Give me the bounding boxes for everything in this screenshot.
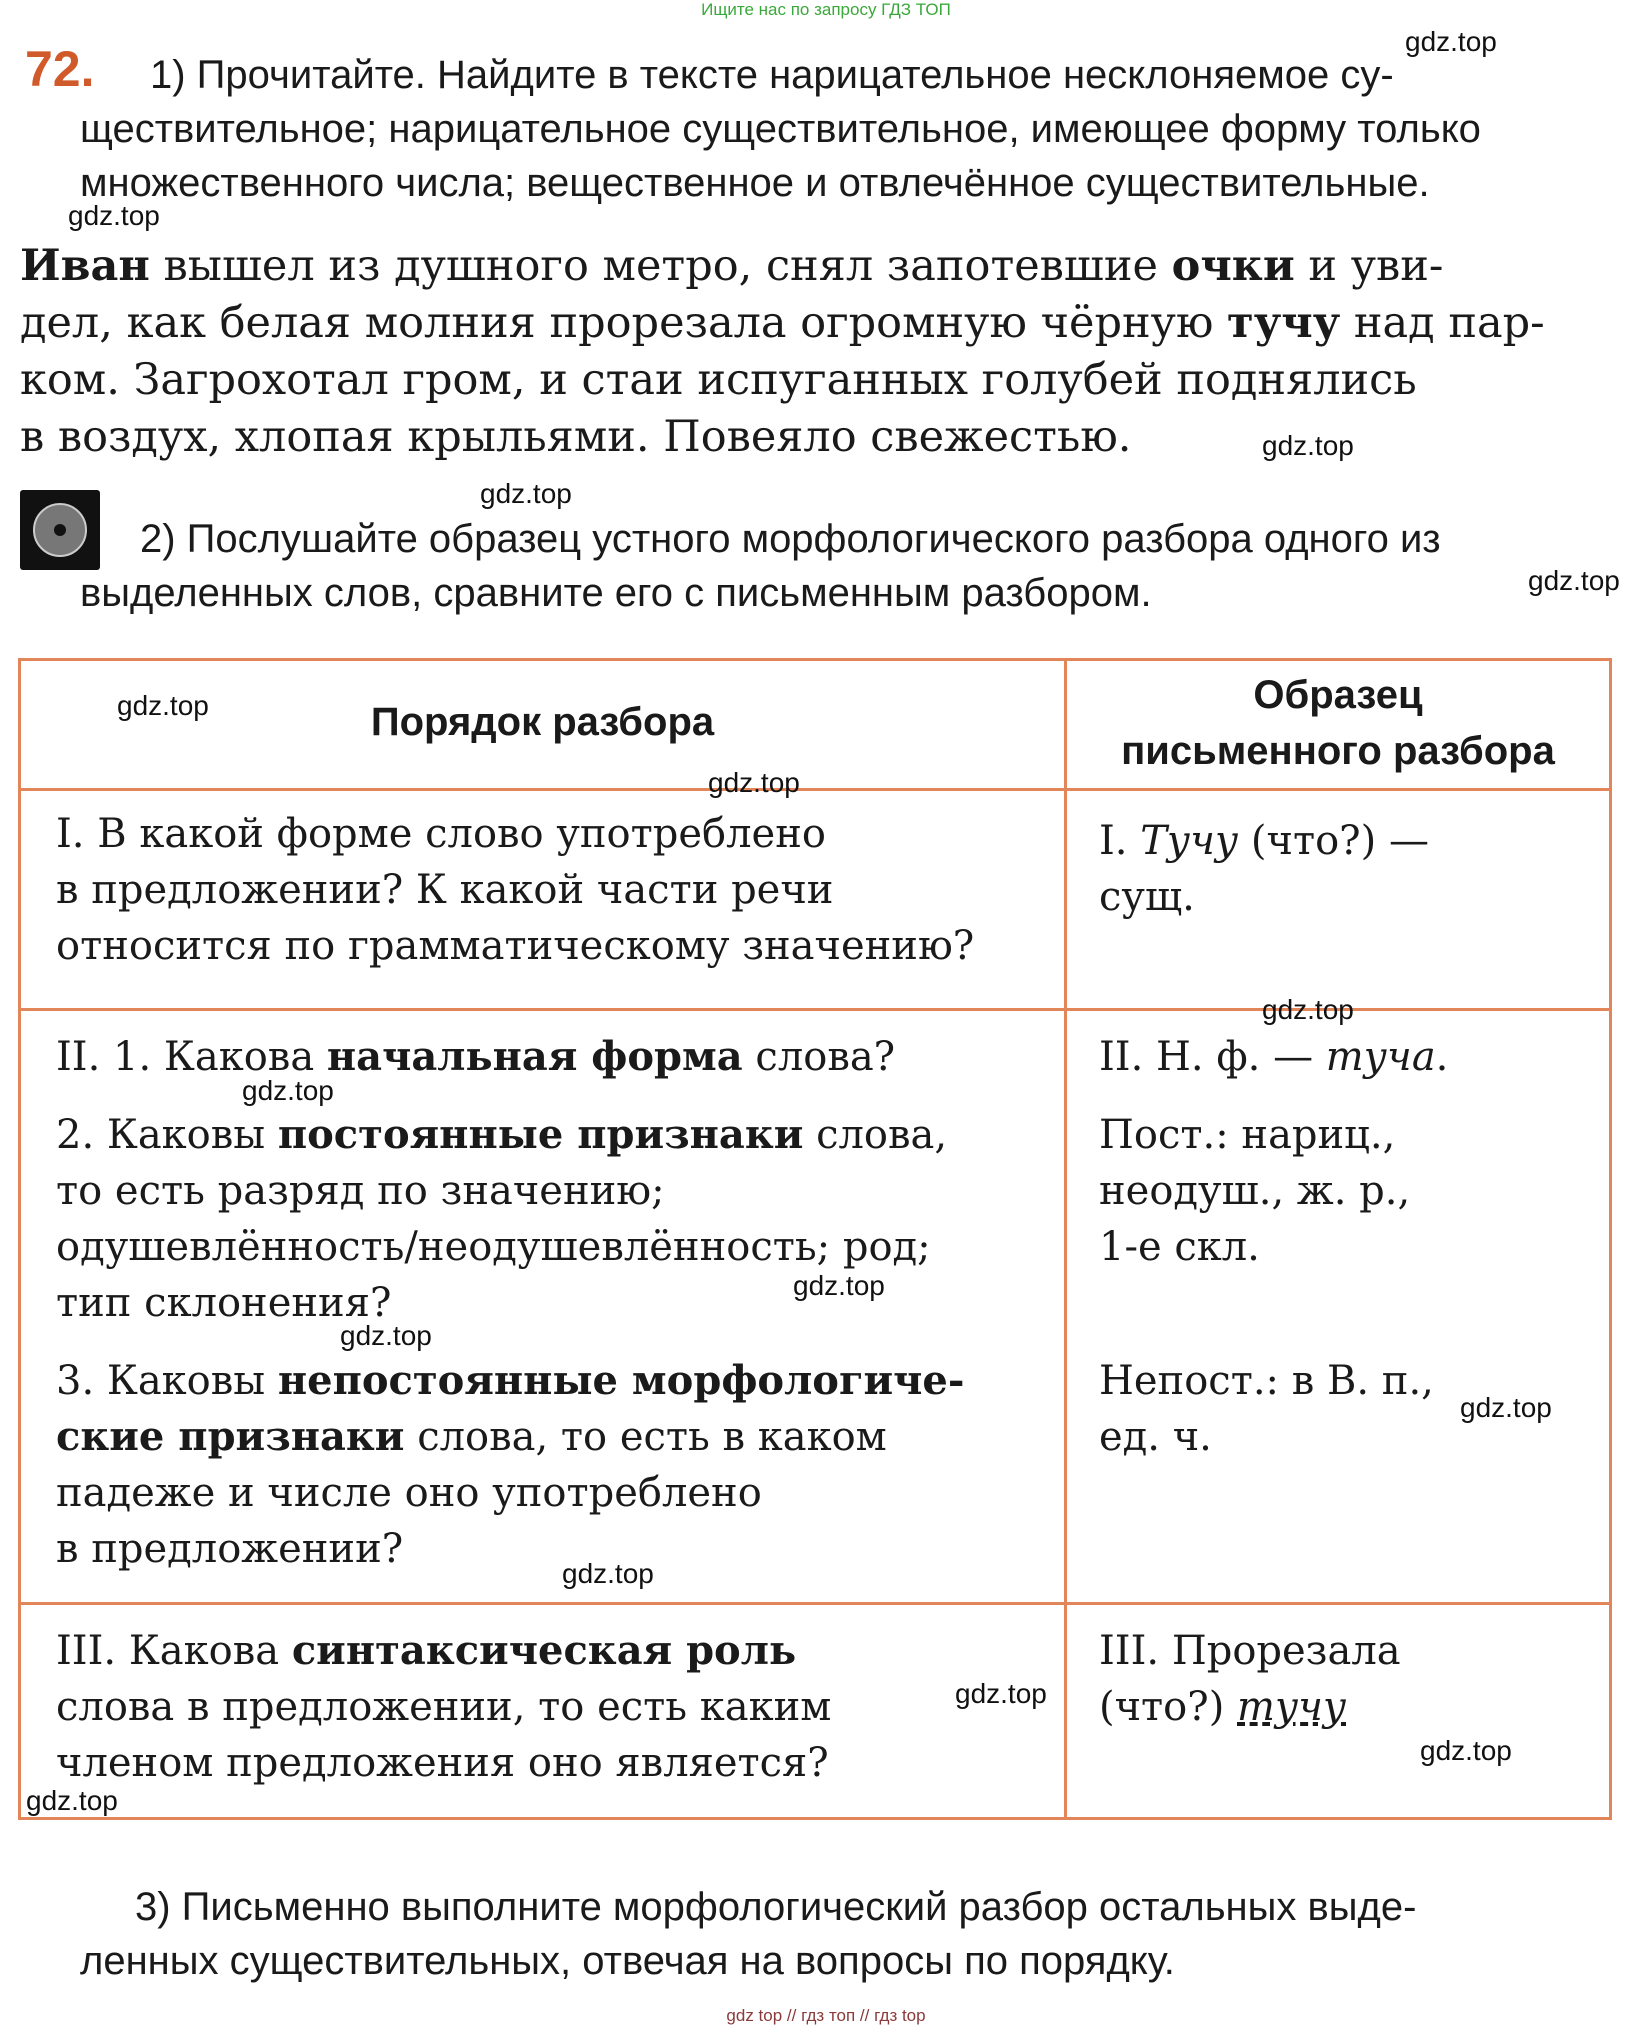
paragraph-text: дел, как белая молния прорезала огромную чёрную — [20, 298, 1228, 348]
row2-bold: постоянные признаки — [277, 1111, 804, 1158]
paragraph-text: и уви- — [1294, 241, 1444, 291]
paragraph-text: над пар- — [1340, 298, 1545, 348]
paragraph-line: ком. Загрохотал гром, и стаи испуганных голубей поднялись — [20, 355, 1417, 405]
row3-sample-text: III. Прорезала — [1099, 1628, 1401, 1674]
row3-sample — [1099, 1623, 1599, 1735]
row1-question-line: относится по грамматическому значению? — [56, 923, 975, 969]
row2-text: 2. Каковы — [56, 1112, 278, 1158]
row2-text: II. 1. Какова — [56, 1034, 327, 1080]
row2-sample-text: Пост.: нариц., — [1099, 1112, 1396, 1158]
watermark: gdz.top — [562, 1558, 654, 1589]
task-1-line: 1) Прочитайте. Найдите в тексте нарицательное несклоняемое су- — [150, 53, 1394, 97]
row3-text: членом предложения оно является? — [56, 1740, 829, 1786]
row1-question — [56, 806, 1046, 974]
watermark: gdz.top — [708, 767, 800, 798]
row3-bold: синтаксическая роль — [291, 1627, 797, 1674]
row2-sample-text: . — [1435, 1034, 1449, 1080]
row3-question — [56, 1623, 1046, 1791]
watermark: gdz.top — [955, 1678, 1047, 1709]
header-sample-line: Образец — [1253, 673, 1423, 717]
bottom-banner: gdz top // гдз топ // гдз top — [726, 2006, 926, 2025]
top-banner: Ищите нас по запросу ГДЗ ТОП — [701, 0, 951, 19]
row2-bold: начальная форма — [326, 1033, 743, 1080]
row2-bold: непостоянные морфологиче- — [277, 1357, 965, 1404]
task-2 — [80, 512, 1620, 620]
task-1-line: ществительное; нарицательное существительное, имеющее форму только — [80, 107, 1481, 151]
row2-text: слова? — [742, 1034, 896, 1080]
watermark: gdz.top — [793, 1270, 885, 1301]
row2-text: слова, то есть в каком — [404, 1414, 887, 1460]
paragraph-line — [20, 295, 1620, 352]
watermark: gdz.top — [1420, 1735, 1512, 1766]
header-order: Порядок разбора — [370, 700, 715, 744]
paragraph-text: вышел из душного метро, снял запотевшие — [149, 241, 1172, 291]
row2-text: тип склонения? — [56, 1280, 392, 1326]
column-divider — [1064, 661, 1067, 1817]
watermark: gdz.top — [1262, 430, 1354, 461]
row2-text: то есть разряд по значению; — [56, 1168, 665, 1214]
reading-paragraph — [20, 238, 1620, 466]
row2-sample-text: ед. ч. — [1099, 1414, 1212, 1460]
watermark: gdz.top — [1262, 994, 1354, 1025]
task-2-line: выделенных слов, сравните его с письменным разбором. — [80, 571, 1152, 615]
row2-sample-text: II. Н. ф. — — [1099, 1034, 1326, 1080]
row2-sample-word: туча — [1325, 1034, 1436, 1080]
row2-text: одушевлённость/неодушевлённость; род; — [56, 1224, 931, 1270]
row-divider — [21, 1008, 1609, 1011]
row2-sample-text: 1-е скл. — [1099, 1224, 1260, 1270]
analysis-table — [18, 658, 1612, 1820]
row2-text: 3. Каковы — [56, 1358, 278, 1404]
row1-sample — [1099, 813, 1599, 925]
row3-text: III. Какова — [56, 1628, 292, 1674]
row2-bold: ские признаки — [56, 1413, 405, 1460]
row1-question-line: в предложении? К какой части речи — [56, 867, 834, 913]
highlighted-word: очки — [1171, 241, 1295, 291]
task-3 — [80, 1880, 1620, 1988]
watermark: gdz.top — [340, 1320, 432, 1351]
row2-sample-text: Непост.: в В. п., — [1099, 1358, 1434, 1404]
row1-sample-text: (что?) — — [1238, 818, 1429, 864]
row-divider — [21, 788, 1609, 791]
task-2-line: 2) Послушайте образец устного морфологического разбора одного из — [140, 517, 1441, 561]
task-1-line: множественного числа; вещественное и отвлечённое существительные. — [80, 161, 1430, 205]
watermark: gdz.top — [117, 690, 209, 721]
row3-sample-text: (что?) — [1099, 1684, 1238, 1730]
row-divider — [21, 1602, 1609, 1605]
row3-text: слова в предложении, то есть каким — [56, 1684, 832, 1730]
highlighted-word: Иван — [20, 241, 150, 291]
row1-sample-text: I. — [1099, 818, 1141, 864]
highlighted-word: тучу — [1227, 298, 1341, 348]
header-sample — [1067, 667, 1609, 779]
row2-text: в предложении? — [56, 1526, 404, 1572]
watermark: gdz.top — [1460, 1392, 1552, 1423]
paragraph-line: в воздух, хлопая крыльями. Повеяло свежестью. — [20, 412, 1132, 462]
row2-text: слова, — [803, 1112, 948, 1158]
row2-sample-text: неодуш., ж. р., — [1099, 1168, 1411, 1214]
watermark: gdz.top — [480, 478, 572, 509]
disc-hole — [54, 524, 66, 536]
exercise-number: 72. — [25, 41, 95, 97]
watermark: gdz.top — [26, 1785, 118, 1816]
paragraph-line — [20, 238, 1620, 295]
row2-text: падеже и числе оно употреблено — [56, 1470, 762, 1516]
row2-questions — [56, 1029, 1046, 1577]
watermark: gdz.top — [1405, 26, 1497, 57]
row1-sample-text: сущ. — [1099, 874, 1195, 920]
watermark: gdz.top — [1528, 565, 1620, 596]
row3-sample-word: тучу — [1237, 1684, 1347, 1730]
task-3-line: 3) Письменно выполните морфологический разбор остальных выде- — [135, 1885, 1417, 1929]
row1-sample-word: Тучу — [1140, 818, 1239, 864]
watermark: gdz.top — [242, 1075, 334, 1106]
row1-question-line: I. В какой форме слово употреблено — [56, 811, 826, 857]
task-3-line: ленных существительных, отвечая на вопросы по порядку. — [80, 1939, 1175, 1983]
header-sample-line: письменного разбора — [1121, 729, 1555, 773]
watermark: gdz.top — [68, 200, 160, 231]
